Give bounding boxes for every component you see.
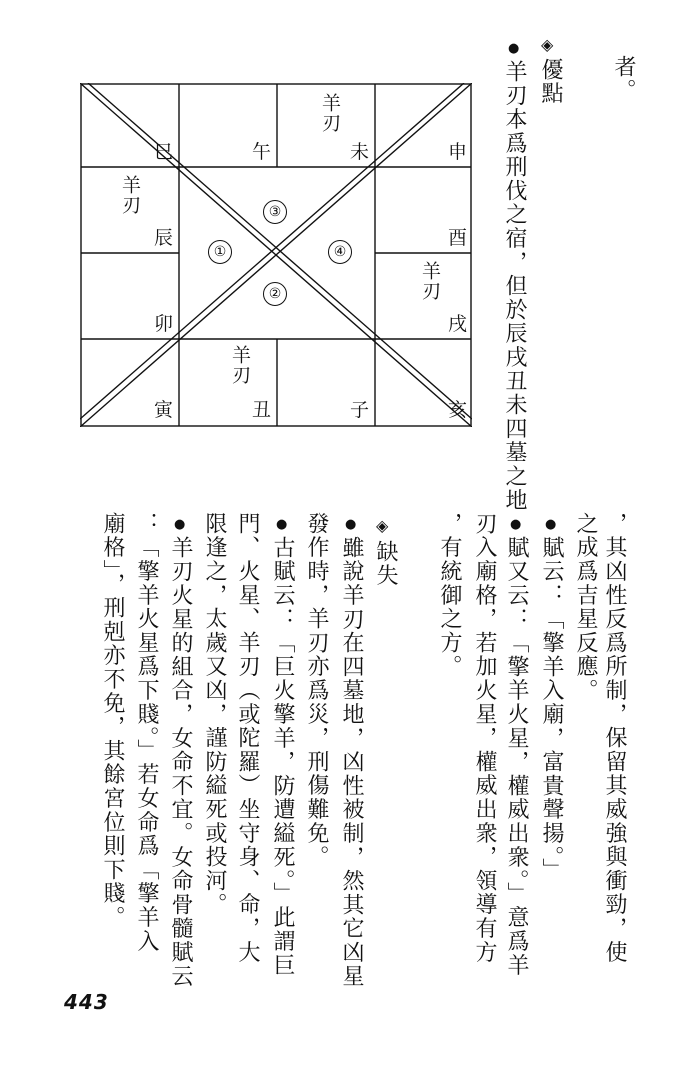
star-yangren-chou: 羊刃 — [229, 345, 251, 385]
disadvantages-bullet2-line1: 古賦云：「巨火擎羊，防遭縊死。」此謂巨 — [270, 536, 295, 978]
advantages-bullet3-line3: ，有統御之方。 — [437, 512, 462, 679]
branch-si: 巳 — [154, 141, 174, 163]
branch-zi: 子 — [350, 399, 370, 421]
advantages-bullet3-line1: 賦又云：「擎羊火星，權威出衆。」意爲羊 — [504, 536, 529, 978]
marker-4: ④ — [328, 240, 352, 264]
bullet-icon: ● — [545, 517, 557, 532]
disadvantages-bullet1-line2: 發作時，羊刃亦爲災，刑傷難免。 — [304, 512, 329, 869]
bullet-icon: ● — [276, 517, 288, 532]
branch-hai: 亥 — [448, 399, 468, 421]
diamond-heading-icon: ◈ — [376, 516, 389, 535]
branch-wu: 午 — [252, 141, 272, 163]
branch-you: 酉 — [448, 227, 468, 249]
star-yangren-wei: 羊刃 — [319, 93, 341, 133]
marker-1: ① — [208, 240, 232, 264]
diamond-heading-icon: ◈ — [541, 35, 554, 54]
disadvantages-bullet1-line1: 雖說羊刃在四墓地，凶性被制，然其它凶星 — [339, 536, 364, 989]
branch-chou: 丑 — [252, 399, 272, 421]
chart-grid — [80, 83, 472, 427]
star-yangren-xu: 羊刃 — [419, 261, 441, 301]
disadvantages-bullet2-line2: 門、火星、羊刃（或陀羅）坐守身、命，大 — [235, 512, 260, 965]
marker-3: ③ — [263, 200, 287, 224]
advantages-heading: 優點 — [538, 58, 563, 106]
ziwei-chart — [80, 83, 472, 427]
branch-xu: 戌 — [448, 313, 468, 335]
branch-yin: 寅 — [154, 399, 174, 421]
branch-chen: 辰 — [154, 227, 174, 249]
disadvantages-bullet3-line2: ：「擎羊火星爲下賤。」若女命爲「擎羊入 — [134, 512, 159, 954]
bullet-icon: ● — [345, 517, 357, 532]
bullet-icon: ● — [508, 41, 520, 56]
advantages-bullet1-line2: ，其凶性反爲所制，保留其威強與衝勁，使 — [602, 512, 627, 965]
branch-wei: 未 — [350, 141, 370, 163]
advantages-bullet1-line3: 之成爲吉星反應。 — [573, 512, 598, 703]
advantages-bullet3-line2: 刃入廟格，若加火星，權威出衆，領導有方 — [472, 512, 497, 965]
continuation-text: 者。 — [611, 55, 636, 103]
branch-shen: 申 — [448, 141, 468, 163]
branch-mao: 卯 — [154, 313, 174, 335]
page-number: 443 — [64, 990, 109, 1014]
advantages-bullet2-line1: 賦云：「擎羊入廟，富貴聲揚。」 — [539, 536, 564, 882]
disadvantages-bullet3-line3: 廟格」，刑剋亦不免，其餘宮位則下賤。 — [100, 512, 125, 930]
disadvantages-bullet3-line1: 羊刃火星的組合，女命不宜。女命骨髓賦云 — [168, 536, 193, 989]
marker-2: ② — [263, 282, 287, 306]
disadvantages-heading: 缺失 — [373, 540, 398, 588]
star-yangren-chen: 羊刃 — [119, 175, 141, 215]
bullet-icon: ● — [174, 517, 186, 532]
advantages-bullet1-line1: 羊刃本爲刑伐之宿，但於辰戌丑未四墓之地 — [502, 60, 527, 513]
disadvantages-bullet2-line3: 限逢之，太歲又凶，謹防縊死或投河。 — [202, 512, 227, 917]
bullet-icon: ● — [510, 517, 522, 532]
